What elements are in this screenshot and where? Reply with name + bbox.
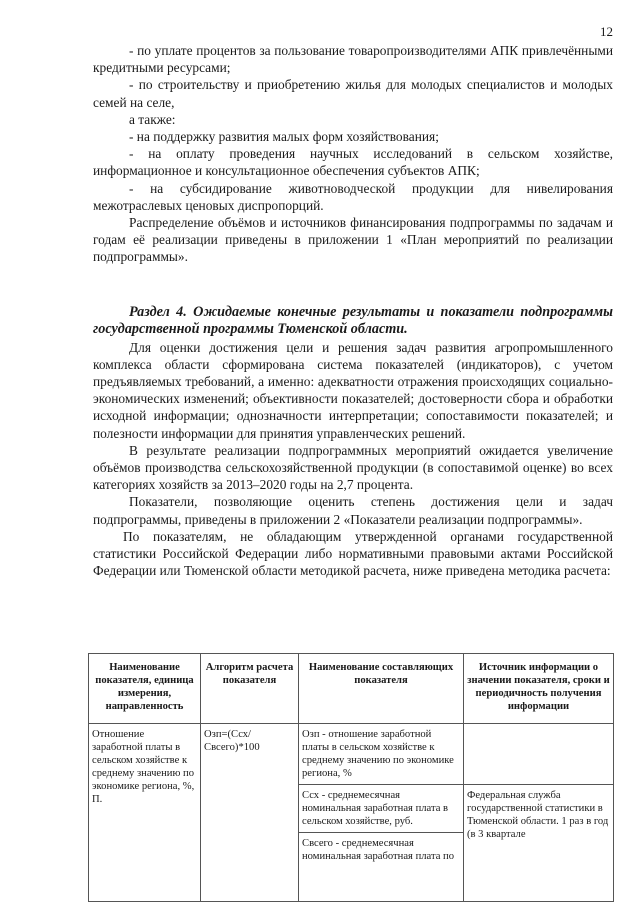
cell-component: Озп - отношение заработной платы в сельском хозяйстве к среднему значению по экономике региона, % <box>299 724 464 785</box>
section-title: Раздел 4. Ожидаемые конечные результаты и показатели подпрограммы государственной программы Тюменской области. <box>93 303 613 338</box>
header-algorithm: Алгоритм расчета показателя <box>201 654 299 724</box>
methodology-table <box>88 653 614 902</box>
cell-indicator-name: Отношение заработной платы в сельском хозяйстве к среднему значению по экономике региона, %, П. <box>89 724 201 902</box>
paragraph: а также: <box>129 111 176 127</box>
table-header-row <box>89 654 614 724</box>
cell-formula: Озп=(Ссх/Свсего)*100 <box>201 724 299 902</box>
header-components: Наименование составляющих показателя <box>299 654 464 724</box>
paragraph: - на поддержку развития малых форм хозяйствования; <box>129 129 439 145</box>
paragraph: - по уплате процентов за пользование товаропроизводителями АПК привлечёнными кредитными ресурсами; <box>93 43 613 76</box>
page-number: 12 <box>600 24 613 39</box>
cell-source: Федеральная служба государственной статистики в Тюменской области. 1 раз в год (в 3 квартале <box>464 785 614 902</box>
header-source: Источник информации о значении показателя, сроки и периодичность получения информации <box>464 654 614 724</box>
table-row <box>89 724 614 785</box>
paragraph: - на субсидирование животноводческой продукции для нивелирования межотраслевых ценовых диспропорций. <box>93 180 613 213</box>
cell-component: Свсего - среднемесячная номинальная заработная плата по <box>299 833 464 902</box>
document-body <box>93 42 613 579</box>
paragraph: Распределение объёмов и источников финансирования подпрограммы по задачам и годам её реализации приведены в приложении 1 «План мероприятий по реализации подпрограммы». <box>93 215 613 265</box>
paragraph: По показателям, не обладающим утвержденной органами государственной статистики Российской Федерации либо нормативными правовыми актами Российской Федерации или Тюменской области методикой расчета, ниже приведена методика расчета: <box>93 528 613 579</box>
paragraph: - на оплату проведения научных исследований в сельском хозяйстве, информационное и консультационное обеспечения субъектов АПК; <box>93 146 613 179</box>
cell-empty <box>464 724 614 785</box>
cell-component: Ссх - среднемесячная номинальная заработная плата в сельском хозяйстве, руб. <box>299 785 464 833</box>
header-indicator-name: Наименование показателя, единица измерения, направленность <box>89 654 201 724</box>
paragraph: В результате реализации подпрограммных мероприятий ожидается увеличение объёмов производства сельскохозяйственной продукции (в сопоставимой оценке) во всех категориях хозяйств за 2013–2020 годы на 2,7 процента. <box>93 442 613 493</box>
paragraph: Показатели, позволяющие оценить степень достижения цели и задач подпрограммы, приведены в приложении 2 «Показатели реализации подпрограммы». <box>93 494 613 527</box>
paragraph: Для оценки достижения цели и решения задач развития агропромышленного комплекса области сформирована система показателей (индикаторов), с учетом предъявляемых требований, а именно: адекватности отражения происходящих социально-экономических изменений; объективности показателей; достоверности сбора и обработки исходной информации; однозначности интерпретации; сопоставимости показателей; и полезности информации для принятия управленческих решений. <box>93 339 613 441</box>
paragraph: - по строительству и приобретению жилья для молодых специалистов и молодых семей на селе, <box>93 77 613 110</box>
